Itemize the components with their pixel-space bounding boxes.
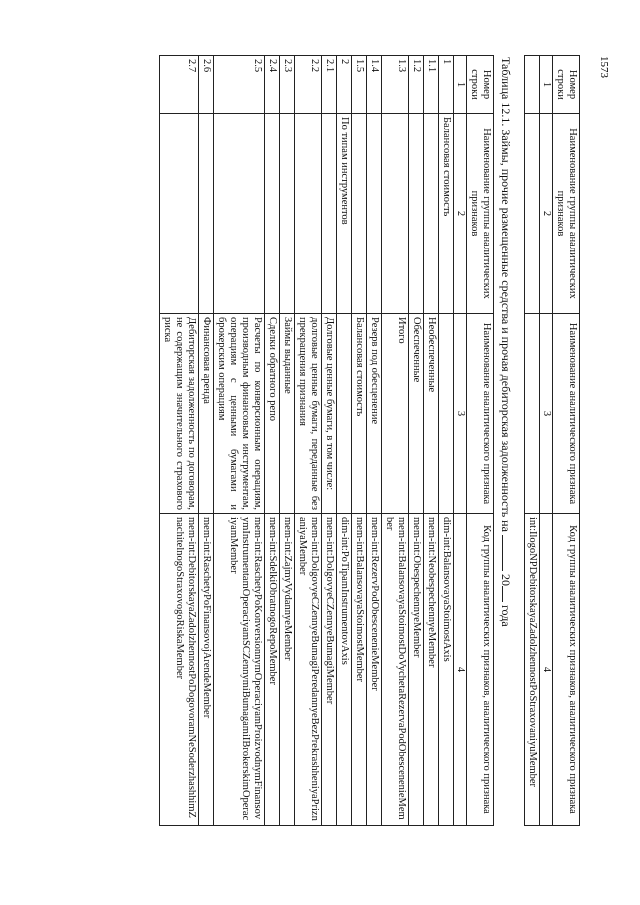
page-number: 1573 bbox=[598, 56, 610, 78]
row-number: 2.7 bbox=[160, 56, 199, 114]
row-number: 2.5 bbox=[214, 56, 265, 114]
feature-name-cell: Необеспеченные bbox=[424, 314, 439, 514]
table-row bbox=[352, 56, 367, 826]
feature-name-cell: Резерв под обесценение bbox=[367, 314, 382, 514]
feature-name-cell bbox=[525, 314, 540, 514]
table-row bbox=[382, 56, 409, 826]
column-number: 4 bbox=[454, 514, 467, 826]
table-top-column-number-row bbox=[540, 56, 553, 826]
code-cell: mem-int:DolgovyeCZennyeBumagiPeredannyeBezPrekrashheniyaPriznaniyaMember bbox=[295, 514, 322, 826]
code-cell: mem-int:RezervPodObesceneniеMember bbox=[367, 514, 382, 826]
year-blank bbox=[502, 586, 514, 602]
column-number: 1 bbox=[540, 56, 553, 114]
feature-name-cell: Расчеты по конверсионным операциям, производным финансовым инструментам, операциям с ценными бумагами и брокерским операциям bbox=[214, 314, 265, 514]
group-name-cell bbox=[525, 114, 540, 314]
group-name-cell bbox=[214, 114, 265, 314]
table-row bbox=[424, 56, 439, 826]
table-row bbox=[280, 56, 295, 826]
date-blank bbox=[502, 535, 514, 571]
header-cell: Код группы аналитических признаков, аналитического признака bbox=[553, 514, 580, 826]
table-top bbox=[524, 55, 580, 826]
row-number: 1.2 bbox=[409, 56, 424, 114]
caption-year-suffix: года bbox=[499, 604, 513, 627]
feature-name-cell bbox=[337, 314, 352, 514]
table-row bbox=[367, 56, 382, 826]
column-number: 4 bbox=[540, 514, 553, 826]
table-main-body bbox=[160, 56, 454, 826]
code-cell: mem-int:ZajmyVydannyeMember bbox=[280, 514, 295, 826]
row-number: 1 bbox=[439, 56, 454, 114]
header-cell: Код группы аналитических признаков, аналитического признака bbox=[467, 514, 494, 826]
feature-name-cell bbox=[439, 314, 454, 514]
table-row bbox=[199, 56, 214, 826]
group-name-cell: Балансовая стоимость bbox=[439, 114, 454, 314]
header-cell: Наименование группы аналитических признаков bbox=[467, 114, 494, 314]
table-row bbox=[214, 56, 265, 826]
header-cell: Наименование аналитического признака bbox=[467, 314, 494, 514]
code-cell: mem-int:DebitorskayaZadolzhennostPoDogovoramNeSoderzhashhimZnachitelnogoStraxovogoRiskaMember bbox=[160, 514, 199, 826]
group-name-cell bbox=[322, 114, 337, 314]
code-cell: mem-int:RaschetyPoKonversionnymOperaciyamProizvodnymFinansovymInstrumentamOperaciyamSCZennymiBumagamiIBrokerskimOperaciyamMember bbox=[214, 514, 265, 826]
group-name-cell bbox=[409, 114, 424, 314]
feature-name-cell: Дебиторская задолженность по договорам, не содержащим значительного страхового риска bbox=[160, 314, 199, 514]
code-cell: mem-int:DolgovyeCZennyeBumagiMember bbox=[322, 514, 337, 826]
header-cell: Номер строки bbox=[467, 56, 494, 114]
code-cell: dim-int:PoTipamInstrumentovAxis bbox=[337, 514, 352, 826]
column-number: 2 bbox=[454, 114, 467, 314]
table-main-column-number-row bbox=[454, 56, 467, 826]
row-number: 1.1 bbox=[424, 56, 439, 114]
table-row bbox=[265, 56, 280, 826]
code-cell: int:IlogoNPDebitorskayaZadolzhennostPoStraxovaniyuMember bbox=[525, 514, 540, 826]
group-name-cell bbox=[160, 114, 199, 314]
code-cell: mem-int:ObespechennyeMember bbox=[409, 514, 424, 826]
feature-name-cell: Сделки обратного репо bbox=[265, 314, 280, 514]
row-number: 2.2 bbox=[295, 56, 322, 114]
table-main-header-row bbox=[467, 56, 494, 826]
table-top-header-row bbox=[553, 56, 580, 826]
column-number: 3 bbox=[454, 314, 467, 514]
group-name-cell bbox=[280, 114, 295, 314]
feature-name-cell: Обеспеченные bbox=[409, 314, 424, 514]
column-number: 3 bbox=[540, 314, 553, 514]
code-cell: mem-int:SdelkiObratnogoRepoMember bbox=[265, 514, 280, 826]
header-cell: Наименование аналитического признака bbox=[553, 314, 580, 514]
table-row bbox=[525, 56, 540, 826]
table-row bbox=[337, 56, 352, 826]
row-number: 1.3 bbox=[382, 56, 409, 114]
table-top-body bbox=[525, 56, 540, 826]
row-number: 1.4 bbox=[367, 56, 382, 114]
feature-name-cell: Балансовая стоимость bbox=[352, 314, 367, 514]
page-number-wrap bbox=[596, 56, 626, 86]
code-cell: mem-int:BalansovayaStoimostDoVychetaRezervaPodObesceneniеMember bbox=[382, 514, 409, 826]
caption-year-prefix: 20 bbox=[499, 573, 513, 586]
header-cell: Номер строки bbox=[553, 56, 580, 114]
caption-text: Таблица 12.1. Займы, прочие размещенные средства и прочая дебиторская задолженность на bbox=[499, 57, 513, 532]
column-number: 1 bbox=[454, 56, 467, 114]
group-name-cell bbox=[295, 114, 322, 314]
code-cell: dim-int:BalansovayaStoimostAxis bbox=[439, 514, 454, 826]
code-cell: mem-int:RaschetyPoFinansovojArendeMember bbox=[199, 514, 214, 826]
row-number: 1.5 bbox=[352, 56, 367, 114]
group-name-cell bbox=[352, 114, 367, 314]
group-name-cell bbox=[199, 114, 214, 314]
group-name-cell bbox=[265, 114, 280, 314]
feature-name-cell: Финансовая аренда bbox=[199, 314, 214, 514]
row-number: 2.6 bbox=[199, 56, 214, 114]
table-row bbox=[295, 56, 322, 826]
row-number: 2.1 bbox=[322, 56, 337, 114]
feature-name-cell: Итого bbox=[382, 314, 409, 514]
row-number: 2.3 bbox=[280, 56, 295, 114]
table-caption bbox=[498, 57, 514, 835]
table-row bbox=[160, 56, 199, 826]
group-name-cell: По типам инструментов bbox=[337, 114, 352, 314]
feature-name-cell: Долговые ценные бумаги, в том числе: bbox=[322, 314, 337, 514]
column-number: 2 bbox=[540, 114, 553, 314]
group-name-cell bbox=[382, 114, 409, 314]
group-name-cell bbox=[367, 114, 382, 314]
row-number: 2 bbox=[337, 56, 352, 114]
row-number: 2.4 bbox=[265, 56, 280, 114]
table-row bbox=[322, 56, 337, 826]
code-cell: mem-int:BalansovayaStoimostMember bbox=[352, 514, 367, 826]
row-number bbox=[525, 56, 540, 114]
rotated-page-content bbox=[80, 55, 580, 835]
code-cell: mem-int:NeobespechennyeMember bbox=[424, 514, 439, 826]
feature-name-cell: Займы выданные bbox=[280, 314, 295, 514]
group-name-cell bbox=[424, 114, 439, 314]
feature-name-cell: долговые ценные бумаги, переданные без прекращения признания bbox=[295, 314, 322, 514]
table-main bbox=[159, 55, 494, 826]
table-row bbox=[409, 56, 424, 826]
header-cell: Наименование группы аналитических признаков bbox=[553, 114, 580, 314]
table-row bbox=[439, 56, 454, 826]
